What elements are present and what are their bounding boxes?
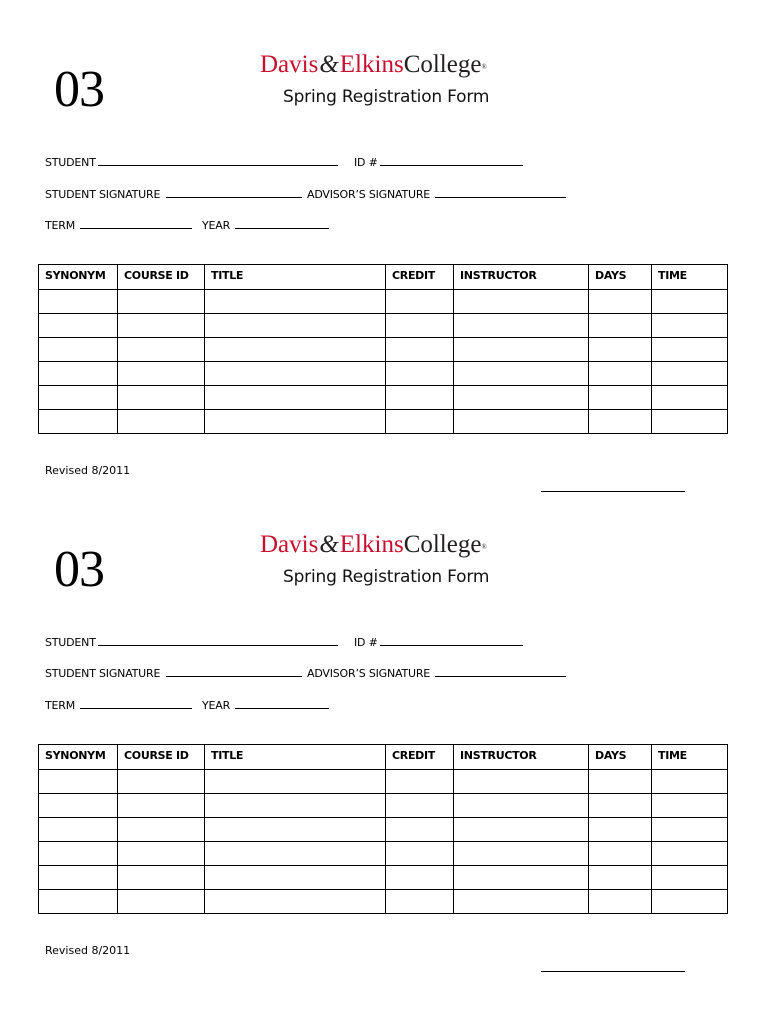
form-title: Spring Registration Form xyxy=(283,87,490,107)
term-blank[interactable] xyxy=(80,698,192,709)
col-credit: CREDIT xyxy=(386,265,454,290)
table-cell[interactable] xyxy=(39,890,118,914)
id-blank[interactable] xyxy=(380,635,523,646)
table-cell[interactable] xyxy=(589,338,652,362)
student-signature-field[interactable] xyxy=(45,187,302,202)
table-cell[interactable] xyxy=(386,290,454,314)
term-blank[interactable] xyxy=(80,218,192,229)
student-blank[interactable] xyxy=(98,155,338,166)
table-cell[interactable] xyxy=(454,386,589,410)
student-field[interactable] xyxy=(45,155,338,170)
table-cell[interactable] xyxy=(386,410,454,434)
col-title: TITLE xyxy=(205,265,386,290)
table-cell[interactable] xyxy=(589,794,652,818)
table-cell[interactable] xyxy=(205,818,386,842)
advisor-signature-field[interactable] xyxy=(307,187,566,202)
table-cell[interactable] xyxy=(454,890,589,914)
table-cell[interactable] xyxy=(39,770,118,794)
table-cell[interactable] xyxy=(386,794,454,818)
table-cell[interactable] xyxy=(205,386,386,410)
student-signature-field[interactable] xyxy=(45,666,302,681)
year-blank[interactable] xyxy=(235,218,329,229)
revised-note: Revised 8/2011 xyxy=(45,464,131,477)
table-cell[interactable] xyxy=(205,794,386,818)
year-blank[interactable] xyxy=(235,698,329,709)
table-row xyxy=(39,314,728,338)
table-cell[interactable] xyxy=(454,866,589,890)
student-label: STUDENT xyxy=(45,636,96,649)
year-field[interactable] xyxy=(202,698,329,713)
table-cell[interactable] xyxy=(386,314,454,338)
form-number: 03 xyxy=(54,61,104,118)
table-row xyxy=(39,410,728,434)
table-cell[interactable] xyxy=(39,842,118,866)
table-header-row xyxy=(39,745,728,770)
student-signature-blank[interactable] xyxy=(166,187,302,198)
table-cell[interactable] xyxy=(205,314,386,338)
table-cell[interactable] xyxy=(386,338,454,362)
table-cell[interactable] xyxy=(454,794,589,818)
table-cell[interactable] xyxy=(652,290,728,314)
table-cell[interactable] xyxy=(454,770,589,794)
term-label: TERM xyxy=(45,699,76,712)
table-cell[interactable] xyxy=(39,818,118,842)
table-cell[interactable] xyxy=(589,314,652,338)
table-cell[interactable] xyxy=(454,842,589,866)
col-synonym: SYNONYM xyxy=(39,745,118,770)
table-row xyxy=(39,290,728,314)
table-row xyxy=(39,338,728,362)
table-cell[interactable] xyxy=(118,842,205,866)
table-row xyxy=(39,890,728,914)
table-cell[interactable] xyxy=(205,338,386,362)
table-cell[interactable] xyxy=(652,362,728,386)
course-table xyxy=(38,744,728,914)
id-field[interactable] xyxy=(354,155,523,170)
table-cell[interactable] xyxy=(652,866,728,890)
table-cell[interactable] xyxy=(386,818,454,842)
table-cell[interactable] xyxy=(118,890,205,914)
advisor-signature-label: ADVISOR’S SIGNATURE xyxy=(307,667,431,680)
advisor-signature-blank[interactable] xyxy=(435,666,566,677)
table-cell[interactable] xyxy=(589,362,652,386)
table-cell[interactable] xyxy=(118,386,205,410)
table-cell[interactable] xyxy=(454,314,589,338)
table-cell[interactable] xyxy=(118,866,205,890)
table-cell[interactable] xyxy=(652,410,728,434)
table-cell[interactable] xyxy=(589,770,652,794)
term-field[interactable] xyxy=(45,218,192,233)
registration-form-bottom xyxy=(0,480,770,960)
advisor-signature-label: ADVISOR’S SIGNATURE xyxy=(307,188,431,201)
col-time: TIME xyxy=(652,265,728,290)
id-label: ID # xyxy=(354,636,378,649)
table-cell[interactable] xyxy=(589,386,652,410)
col-title: TITLE xyxy=(205,745,386,770)
table-cell[interactable] xyxy=(454,362,589,386)
table-cell[interactable] xyxy=(386,890,454,914)
table-cell[interactable] xyxy=(652,314,728,338)
id-label: ID # xyxy=(354,156,378,169)
table-cell[interactable] xyxy=(205,290,386,314)
table-row xyxy=(39,386,728,410)
table-cell[interactable] xyxy=(386,770,454,794)
col-synonym: SYNONYM xyxy=(39,265,118,290)
table-cell[interactable] xyxy=(652,338,728,362)
table-cell[interactable] xyxy=(652,818,728,842)
table-cell[interactable] xyxy=(454,818,589,842)
course-table xyxy=(38,264,728,434)
table-cell[interactable] xyxy=(386,842,454,866)
table-cell[interactable] xyxy=(589,866,652,890)
table-cell[interactable] xyxy=(205,770,386,794)
term-label: TERM xyxy=(45,219,76,232)
table-cell[interactable] xyxy=(39,386,118,410)
table-cell[interactable] xyxy=(589,890,652,914)
college-logo: Davis&ElkinsCollege® xyxy=(260,51,487,78)
table-cell[interactable] xyxy=(118,314,205,338)
col-days: DAYS xyxy=(589,745,652,770)
form-title: Spring Registration Form xyxy=(283,567,490,587)
table-cell[interactable] xyxy=(386,386,454,410)
table-row xyxy=(39,770,728,794)
id-blank[interactable] xyxy=(380,155,523,166)
revised-note: Revised 8/2011 xyxy=(45,944,131,957)
table-cell[interactable] xyxy=(118,794,205,818)
table-cell[interactable] xyxy=(589,410,652,434)
col-credit: CREDIT xyxy=(386,745,454,770)
id-field[interactable] xyxy=(354,635,523,650)
student-label: STUDENT xyxy=(45,156,96,169)
signature-line[interactable] xyxy=(541,971,685,972)
table-row xyxy=(39,362,728,386)
table-cell[interactable] xyxy=(205,410,386,434)
table-cell[interactable] xyxy=(589,290,652,314)
table-cell[interactable] xyxy=(118,818,205,842)
table-cell[interactable] xyxy=(652,794,728,818)
table-row xyxy=(39,842,728,866)
table-header-row xyxy=(39,265,728,290)
term-field[interactable] xyxy=(45,698,192,713)
table-cell[interactable] xyxy=(39,362,118,386)
student-signature-label: STUDENT SIGNATURE xyxy=(45,667,161,680)
table-cell[interactable] xyxy=(652,842,728,866)
table-row xyxy=(39,866,728,890)
student-signature-label: STUDENT SIGNATURE xyxy=(45,188,161,201)
table-cell[interactable] xyxy=(205,866,386,890)
student-blank[interactable] xyxy=(98,635,338,646)
table-cell[interactable] xyxy=(386,362,454,386)
college-logo: Davis&ElkinsCollege® xyxy=(260,531,487,558)
table-cell[interactable] xyxy=(39,866,118,890)
col-days: DAYS xyxy=(589,265,652,290)
table-cell[interactable] xyxy=(118,362,205,386)
table-cell[interactable] xyxy=(205,362,386,386)
table-cell[interactable] xyxy=(118,338,205,362)
col-instructor: INSTRUCTOR xyxy=(454,745,589,770)
table-cell[interactable] xyxy=(39,290,118,314)
col-instructor: INSTRUCTOR xyxy=(454,265,589,290)
col-course-id: COURSE ID xyxy=(118,745,205,770)
table-cell[interactable] xyxy=(454,338,589,362)
table-cell[interactable] xyxy=(652,386,728,410)
year-label: YEAR xyxy=(202,219,231,232)
table-cell[interactable] xyxy=(118,290,205,314)
form-number: 03 xyxy=(54,541,104,598)
advisor-signature-blank[interactable] xyxy=(435,187,566,198)
table-cell[interactable] xyxy=(205,890,386,914)
table-cell[interactable] xyxy=(39,794,118,818)
table-cell[interactable] xyxy=(652,770,728,794)
year-label: YEAR xyxy=(202,699,231,712)
table-cell[interactable] xyxy=(39,338,118,362)
table-cell[interactable] xyxy=(39,314,118,338)
student-field[interactable] xyxy=(45,635,338,650)
table-cell[interactable] xyxy=(118,770,205,794)
student-signature-blank[interactable] xyxy=(166,666,302,677)
col-course-id: COURSE ID xyxy=(118,265,205,290)
year-field[interactable] xyxy=(202,218,329,233)
table-cell[interactable] xyxy=(39,410,118,434)
col-time: TIME xyxy=(652,745,728,770)
table-cell[interactable] xyxy=(454,410,589,434)
table-cell[interactable] xyxy=(205,842,386,866)
table-cell[interactable] xyxy=(652,890,728,914)
table-cell[interactable] xyxy=(386,866,454,890)
advisor-signature-field[interactable] xyxy=(307,666,566,681)
table-row xyxy=(39,794,728,818)
table-cell[interactable] xyxy=(454,290,589,314)
registration-form-top xyxy=(0,0,770,480)
table-row xyxy=(39,818,728,842)
table-cell[interactable] xyxy=(589,818,652,842)
table-cell[interactable] xyxy=(589,842,652,866)
table-cell[interactable] xyxy=(118,410,205,434)
